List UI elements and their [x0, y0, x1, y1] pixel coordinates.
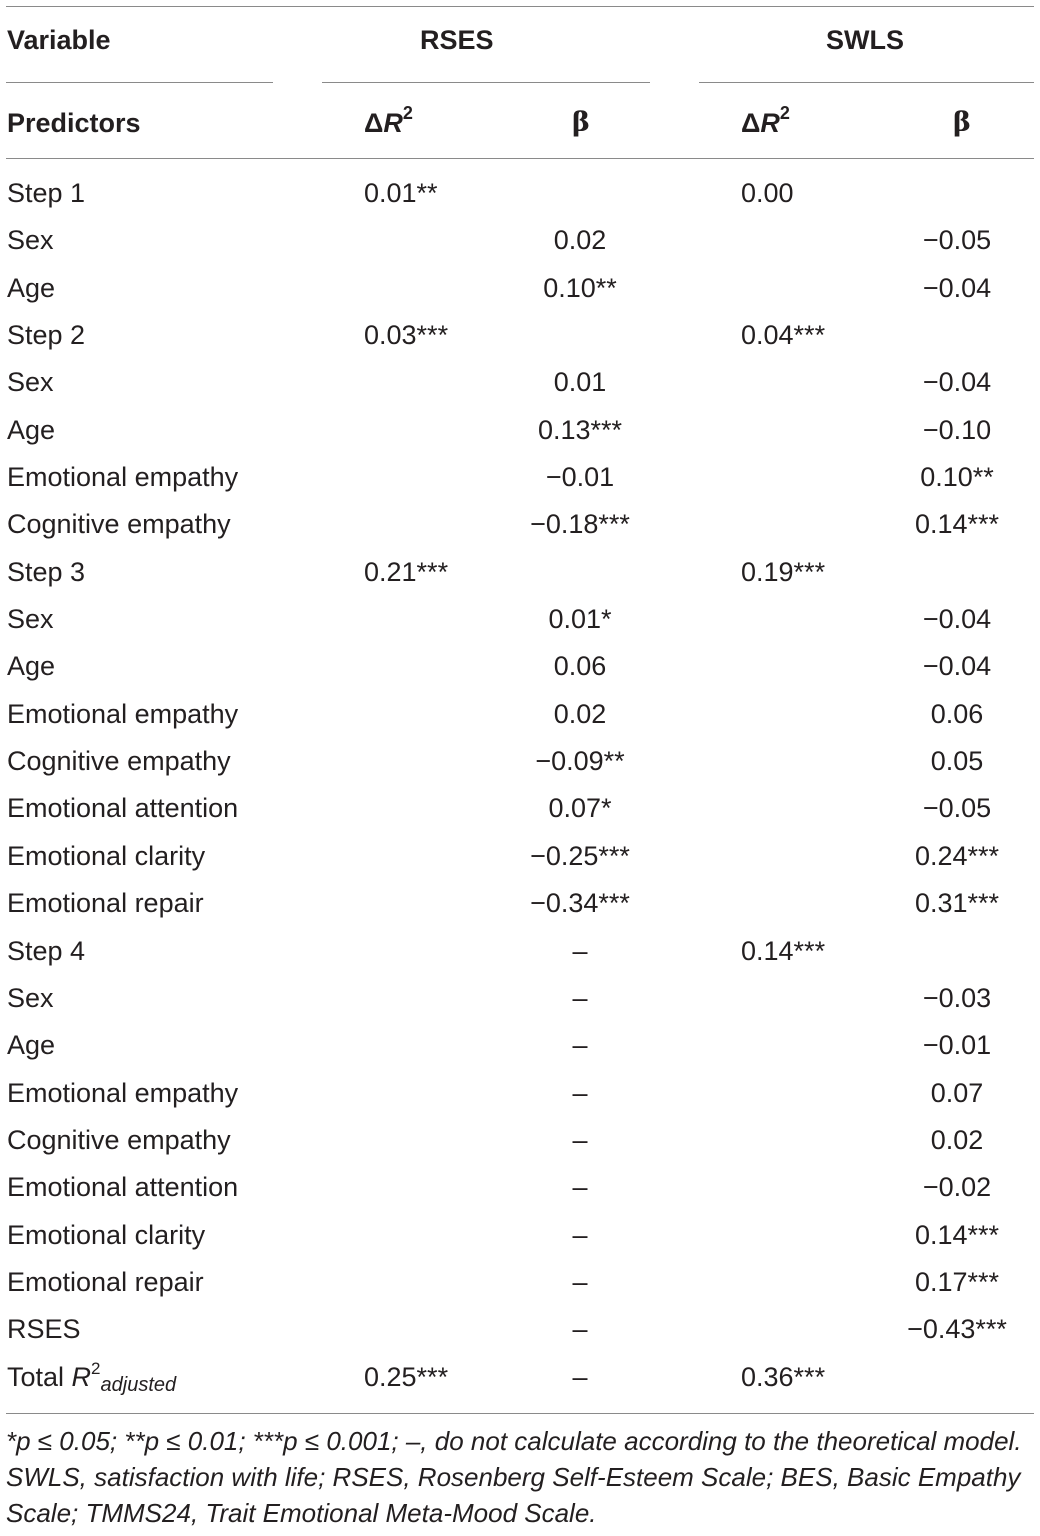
predictor-cell: Cognitive empathy: [7, 1124, 231, 1155]
rses-delta-r2-cell: 0.03***: [364, 320, 449, 351]
rses-beta-cell: –: [572, 1219, 588, 1250]
rses-beta-cell: 0.01: [553, 367, 607, 398]
table-footnote: *p ≤ 0.05; **p ≤ 0.01; ***p ≤ 0.001; –, do not calculate according to the theoretical model. SWLS, satisfaction with life; RSES, Rosenberg Self-Esteem Scale; BES, Basic Empathy Scale; TMMS24, Trait Emotional Meta-Mood Scale.: [6, 1426, 1022, 1528]
rses-delta-r2-cell: 0.21***: [364, 556, 449, 587]
predictor-cell: Step 3: [7, 556, 86, 587]
rses-beta-cell: 0.02: [553, 698, 607, 729]
header-bottom-rule: [6, 158, 1034, 159]
swls-beta-cell: 0.02: [930, 1124, 984, 1155]
rses-beta-cell: –: [572, 1172, 588, 1203]
swls-beta-cell: −0.04: [922, 604, 992, 635]
swls-beta-cell: 0.14***: [914, 509, 1000, 540]
table-row: [0, 1259, 1040, 1306]
header-rule-swls: [699, 82, 1034, 83]
table-row: [0, 407, 1040, 454]
header-rses-beta: β: [572, 107, 590, 138]
table-bottom-rule: [6, 1413, 1034, 1414]
swls-beta-cell: 0.07: [930, 1077, 984, 1108]
total-r2-adjusted-label: Total $R^2_{adjusted}$: [7, 1358, 177, 1396]
predictor-cell: Step 2: [7, 320, 86, 351]
swls-beta-cell: 0.06: [930, 698, 984, 729]
swls-beta-cell: −0.43***: [907, 1314, 1007, 1345]
swls-beta-cell: 0.10**: [920, 462, 994, 493]
rses-delta-r2-cell: 0.01**: [364, 178, 438, 208]
rses-beta-cell: –: [572, 1030, 588, 1061]
rses-beta-cell: 0.06: [553, 651, 607, 682]
table-row: [0, 785, 1040, 832]
rses-beta-cell: 0.10**: [543, 272, 617, 303]
table-row: [0, 1354, 1040, 1401]
swls-beta-cell: 0.14***: [914, 1219, 1000, 1250]
predictor-cell: Emotional repair: [7, 1266, 204, 1297]
rses-beta-cell: 0.02: [553, 225, 607, 256]
predictor-cell: Sex: [7, 225, 54, 256]
header-rses: RSES: [420, 25, 494, 55]
table-top-rule: [6, 6, 1034, 7]
rses-delta-r2-cell: 0.25***: [364, 1361, 449, 1392]
rses-beta-cell: 0.01*: [548, 604, 612, 635]
table-row: [0, 312, 1040, 359]
rses-beta-cell: –: [572, 935, 588, 966]
table-row: [0, 691, 1040, 738]
predictor-cell: Emotional clarity: [7, 840, 206, 871]
table-row: [0, 265, 1040, 312]
swls-delta-r2-cell: 0.04***: [741, 320, 826, 351]
swls-beta-cell: −0.04: [922, 367, 992, 398]
swls-beta-cell: 0.31***: [914, 888, 1000, 919]
predictor-cell: Step 1: [7, 178, 86, 208]
swls-delta-r2-cell: 0.19***: [741, 556, 826, 587]
table-row: [0, 170, 1040, 217]
predictor-cell: Emotional empathy: [7, 1077, 239, 1108]
table-row: [0, 549, 1040, 596]
rses-beta-cell: −0.09**: [535, 746, 625, 777]
swls-beta-cell: 0.05: [930, 746, 984, 777]
table-row: [0, 1022, 1040, 1069]
rses-beta-cell: −0.25***: [530, 840, 630, 871]
rses-beta-cell: −0.34***: [530, 888, 630, 919]
swls-beta-cell: −0.05: [922, 793, 992, 824]
table-row: [0, 454, 1040, 501]
table-row: [0, 928, 1040, 975]
predictor-cell: Emotional empathy: [7, 698, 239, 729]
swls-beta-cell: −0.05: [922, 225, 992, 256]
rses-beta-cell: 0.07*: [548, 793, 612, 824]
swls-beta-cell: −0.03: [922, 982, 992, 1013]
table-row: [0, 1070, 1040, 1117]
predictor-cell: Age: [7, 414, 56, 445]
swls-beta-cell: −0.04: [922, 272, 992, 303]
rses-beta-cell: –: [572, 1124, 588, 1155]
swls-delta-r2-cell: 0.00: [741, 178, 794, 208]
header-swls-beta: β: [953, 107, 971, 138]
header-swls: SWLS: [826, 25, 904, 55]
rses-beta-cell: −0.01: [545, 462, 615, 493]
predictor-cell: Sex: [7, 367, 54, 398]
table-row: [0, 1164, 1040, 1211]
table-row: [0, 1212, 1040, 1259]
table-row: [0, 1306, 1040, 1353]
header-rule-variable: [6, 82, 273, 83]
swls-beta-cell: −0.04: [922, 651, 992, 682]
header-rule-rses: [322, 82, 650, 83]
header-swls-delta-r2: $\Delta R^2$: [741, 103, 790, 138]
predictor-cell: RSES: [7, 1314, 81, 1345]
swls-beta-cell: −0.10: [922, 414, 992, 445]
table-row: [0, 1117, 1040, 1164]
table-row: [0, 217, 1040, 264]
predictor-cell: Step 4: [7, 935, 86, 966]
predictor-cell: Cognitive empathy: [7, 509, 231, 540]
predictor-cell: Sex: [7, 604, 54, 635]
table-body: [0, 170, 1040, 1401]
header-variable: Variable: [7, 25, 111, 55]
swls-beta-cell: 0.17***: [914, 1266, 1000, 1297]
table-row: [0, 359, 1040, 406]
predictor-cell: Age: [7, 1030, 56, 1061]
rses-beta-cell: –: [572, 1361, 588, 1392]
header-predictors: Predictors: [7, 108, 141, 138]
predictor-cell: Cognitive empathy: [7, 746, 231, 777]
predictor-cell: Emotional repair: [7, 888, 204, 919]
rses-beta-cell: –: [572, 1077, 588, 1108]
table-row: [0, 880, 1040, 927]
table-row: [0, 833, 1040, 880]
predictor-cell: Emotional attention: [7, 1172, 239, 1203]
predictor-cell: Sex: [7, 982, 54, 1013]
header-rses-delta-r2: $\Delta R^2$: [364, 103, 413, 138]
predictor-cell: Age: [7, 651, 56, 682]
swls-delta-r2-cell: 0.36***: [741, 1361, 826, 1392]
predictor-cell: Emotional empathy: [7, 462, 239, 493]
table-row: [0, 738, 1040, 785]
predictor-cell: Emotional attention: [7, 793, 239, 824]
rses-beta-cell: 0.13***: [537, 414, 623, 445]
table-row: [0, 643, 1040, 690]
table-row: [0, 596, 1040, 643]
rses-beta-cell: –: [572, 1314, 588, 1345]
swls-delta-r2-cell: 0.14***: [741, 935, 826, 966]
table-row: [0, 501, 1040, 548]
rses-beta-cell: –: [572, 982, 588, 1013]
predictor-cell: Age: [7, 272, 56, 303]
table-row: [0, 975, 1040, 1022]
predictor-cell: Emotional clarity: [7, 1219, 206, 1250]
swls-beta-cell: −0.02: [922, 1172, 992, 1203]
swls-beta-cell: 0.24***: [914, 840, 1000, 871]
rses-beta-cell: –: [572, 1266, 588, 1297]
swls-beta-cell: −0.01: [922, 1030, 992, 1061]
rses-beta-cell: −0.18***: [530, 509, 630, 540]
